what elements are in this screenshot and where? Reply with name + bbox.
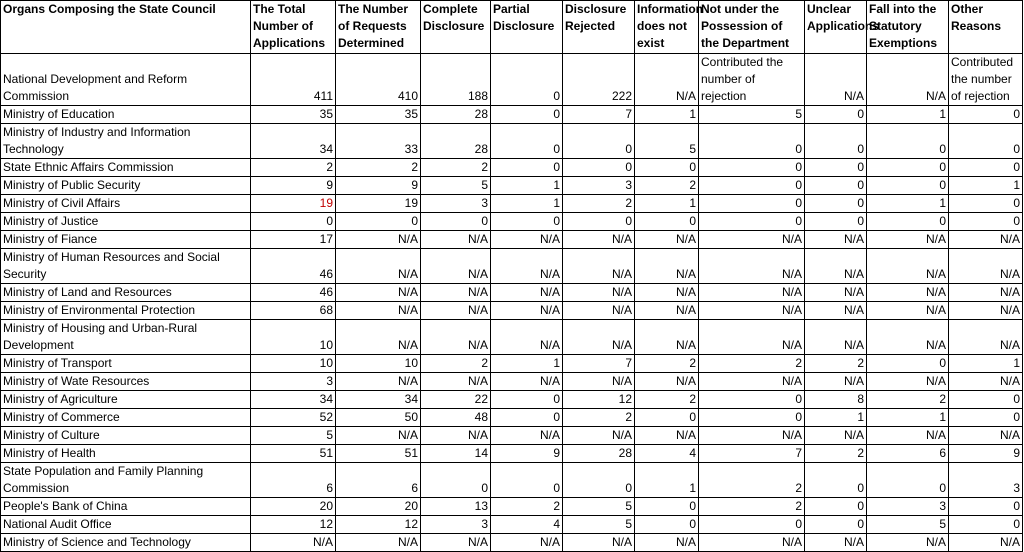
table-cell: N/A bbox=[805, 249, 867, 284]
table-cell: N/A bbox=[563, 284, 635, 302]
table-cell: 0 bbox=[635, 409, 699, 427]
table-cell: 222 bbox=[563, 54, 635, 106]
table-cell: 35 bbox=[336, 106, 421, 124]
table-cell: 3 bbox=[867, 498, 949, 516]
table-cell: 0 bbox=[563, 463, 635, 498]
table-cell: 0 bbox=[635, 516, 699, 534]
table-cell: N/A bbox=[635, 231, 699, 249]
table-cell: 0 bbox=[699, 391, 805, 409]
table-row bbox=[1, 284, 1023, 302]
table-cell: 9 bbox=[491, 445, 563, 463]
table-row bbox=[1, 54, 1023, 106]
table-cell: 3 bbox=[563, 177, 635, 195]
table-cell: 0 bbox=[491, 159, 563, 177]
table-cell: N/A bbox=[491, 373, 563, 391]
organ-name-cell: Ministry of Fiance bbox=[1, 231, 251, 249]
table-cell: N/A bbox=[867, 284, 949, 302]
header-total-applications: The Total Number of Applications bbox=[251, 1, 336, 54]
table-cell: 8 bbox=[805, 391, 867, 409]
table-cell: 2 bbox=[635, 355, 699, 373]
table-row bbox=[1, 159, 1023, 177]
table-cell: 3 bbox=[421, 195, 491, 213]
table-cell: 0 bbox=[699, 124, 805, 159]
table-cell: N/A bbox=[949, 427, 1023, 445]
organ-name-cell: Ministry of Industry and Information Technology bbox=[1, 124, 251, 159]
table-cell: N/A bbox=[421, 302, 491, 320]
table-cell: 7 bbox=[563, 106, 635, 124]
table-cell: 5 bbox=[563, 516, 635, 534]
table-cell: N/A bbox=[491, 249, 563, 284]
header-organ: Organs Composing the State Council bbox=[1, 1, 251, 54]
table-cell: N/A bbox=[635, 54, 699, 106]
table-cell: 0 bbox=[491, 213, 563, 231]
table-cell: N/A bbox=[867, 302, 949, 320]
table-cell: 2 bbox=[635, 391, 699, 409]
table-cell: 3 bbox=[251, 373, 336, 391]
table-cell: 0 bbox=[635, 213, 699, 231]
table-cell: 188 bbox=[421, 54, 491, 106]
table-cell: 0 bbox=[949, 106, 1023, 124]
table-cell: 1 bbox=[635, 195, 699, 213]
table-cell: N/A bbox=[805, 54, 867, 106]
header-not-under-possession: Not under the Possession of the Department bbox=[699, 1, 805, 54]
organ-name-cell: Ministry of Commerce bbox=[1, 409, 251, 427]
table-cell: 0 bbox=[251, 213, 336, 231]
table-cell: N/A bbox=[805, 427, 867, 445]
table-cell: 7 bbox=[563, 355, 635, 373]
table-cell: 0 bbox=[421, 213, 491, 231]
organ-name-cell: Ministry of Culture bbox=[1, 427, 251, 445]
table-cell: N/A bbox=[699, 534, 805, 552]
table-cell: 2 bbox=[805, 445, 867, 463]
table-cell: 0 bbox=[563, 159, 635, 177]
organ-name-cell: Ministry of Housing and Urban-Rural Development bbox=[1, 320, 251, 355]
table-cell: N/A bbox=[336, 427, 421, 445]
table-cell: 0 bbox=[805, 159, 867, 177]
table-cell: N/A bbox=[949, 320, 1023, 355]
header-complete-disclosure: Complete Disclosure bbox=[421, 1, 491, 54]
table-cell: 0 bbox=[336, 213, 421, 231]
table-cell: N/A bbox=[805, 534, 867, 552]
table-cell: 0 bbox=[867, 355, 949, 373]
table-row bbox=[1, 213, 1023, 231]
table-cell: N/A bbox=[421, 231, 491, 249]
table-row bbox=[1, 177, 1023, 195]
table-row bbox=[1, 249, 1023, 284]
table-cell: N/A bbox=[563, 427, 635, 445]
header-unclear-applications: Unclear Applications bbox=[805, 1, 867, 54]
table-cell: N/A bbox=[699, 373, 805, 391]
table-cell: N/A bbox=[805, 373, 867, 391]
table-cell: 19 bbox=[336, 195, 421, 213]
table-cell: 0 bbox=[805, 124, 867, 159]
table-cell: 0 bbox=[805, 213, 867, 231]
table-cell: N/A bbox=[336, 302, 421, 320]
table-cell: 28 bbox=[563, 445, 635, 463]
table-cell: 2 bbox=[491, 498, 563, 516]
table-cell: 20 bbox=[251, 498, 336, 516]
table-cell: 34 bbox=[336, 391, 421, 409]
table-cell: 0 bbox=[949, 516, 1023, 534]
table-cell: N/A bbox=[421, 284, 491, 302]
organ-name-cell: Ministry of Transport bbox=[1, 355, 251, 373]
table-cell: 28 bbox=[421, 124, 491, 159]
table-cell: 51 bbox=[251, 445, 336, 463]
table-cell: N/A bbox=[491, 534, 563, 552]
header-information-not-exist: Information does not exist bbox=[635, 1, 699, 54]
table-cell: 0 bbox=[949, 409, 1023, 427]
table-cell: N/A bbox=[949, 302, 1023, 320]
table-cell: 9 bbox=[336, 177, 421, 195]
table-cell: N/A bbox=[563, 534, 635, 552]
table-cell: Contributed the number of rejection bbox=[949, 54, 1023, 106]
table-cell: N/A bbox=[563, 249, 635, 284]
table-cell: 0 bbox=[491, 463, 563, 498]
table-cell: N/A bbox=[336, 249, 421, 284]
table-cell: 2 bbox=[421, 159, 491, 177]
table-cell: N/A bbox=[699, 284, 805, 302]
table-cell: 0 bbox=[867, 159, 949, 177]
organ-name-cell: Ministry of Land and Resources bbox=[1, 284, 251, 302]
table-cell: N/A bbox=[699, 249, 805, 284]
table-cell: 0 bbox=[699, 195, 805, 213]
table-cell: 2 bbox=[635, 177, 699, 195]
table-cell: 3 bbox=[949, 463, 1023, 498]
table-cell: 14 bbox=[421, 445, 491, 463]
table-cell: N/A bbox=[805, 302, 867, 320]
organ-name-cell: Ministry of Human Resources and Social Security bbox=[1, 249, 251, 284]
table-cell: N/A bbox=[421, 427, 491, 445]
table-cell: N/A bbox=[867, 427, 949, 445]
table-cell: 28 bbox=[421, 106, 491, 124]
organ-name-cell: State Population and Family Planning Commission bbox=[1, 463, 251, 498]
table-cell: N/A bbox=[635, 534, 699, 552]
table-cell: 1 bbox=[867, 195, 949, 213]
table-cell: 0 bbox=[867, 124, 949, 159]
table-cell: N/A bbox=[421, 249, 491, 284]
table-cell: 9 bbox=[251, 177, 336, 195]
table-cell: 2 bbox=[563, 409, 635, 427]
table-cell: 33 bbox=[336, 124, 421, 159]
table-cell: N/A bbox=[563, 302, 635, 320]
organ-name-cell: Ministry of Environmental Protection bbox=[1, 302, 251, 320]
table-row bbox=[1, 231, 1023, 249]
table-row bbox=[1, 355, 1023, 373]
table-cell: N/A bbox=[805, 284, 867, 302]
table-cell: 0 bbox=[491, 391, 563, 409]
table-cell: 6 bbox=[251, 463, 336, 498]
header-row bbox=[1, 1, 1023, 54]
table-cell: 0 bbox=[949, 124, 1023, 159]
table-row bbox=[1, 373, 1023, 391]
table-cell: N/A bbox=[867, 320, 949, 355]
table-row bbox=[1, 498, 1023, 516]
table-cell: N/A bbox=[699, 427, 805, 445]
table-cell: 1 bbox=[867, 106, 949, 124]
table-cell: 3 bbox=[421, 516, 491, 534]
table-cell: N/A bbox=[805, 231, 867, 249]
organ-name-cell: People's Bank of China bbox=[1, 498, 251, 516]
table-cell: 0 bbox=[491, 409, 563, 427]
table-cell: 0 bbox=[867, 463, 949, 498]
table-cell: 4 bbox=[635, 445, 699, 463]
table-cell: 17 bbox=[251, 231, 336, 249]
table-cell: 0 bbox=[699, 409, 805, 427]
table-row bbox=[1, 302, 1023, 320]
organ-name-cell: Ministry of Agriculture bbox=[1, 391, 251, 409]
table-row bbox=[1, 106, 1023, 124]
organ-name-cell: Ministry of Civil Affairs bbox=[1, 195, 251, 213]
table-cell: 0 bbox=[805, 106, 867, 124]
table-cell: 12 bbox=[563, 391, 635, 409]
table-cell: 0 bbox=[699, 177, 805, 195]
table-row bbox=[1, 427, 1023, 445]
table-cell: 48 bbox=[421, 409, 491, 427]
table-cell: 20 bbox=[336, 498, 421, 516]
table-cell: 50 bbox=[336, 409, 421, 427]
table-cell: 1 bbox=[491, 355, 563, 373]
table-cell: 34 bbox=[251, 124, 336, 159]
table-cell: 411 bbox=[251, 54, 336, 106]
table-cell: 0 bbox=[491, 106, 563, 124]
table-cell: 51 bbox=[336, 445, 421, 463]
table-cell: 0 bbox=[563, 124, 635, 159]
organ-name-cell: Ministry of Health bbox=[1, 445, 251, 463]
table-row bbox=[1, 320, 1023, 355]
table-cell: 10 bbox=[251, 320, 336, 355]
table-cell: 0 bbox=[635, 498, 699, 516]
table-cell: 5 bbox=[421, 177, 491, 195]
organ-name-cell: Ministry of Justice bbox=[1, 213, 251, 231]
table-cell: 0 bbox=[949, 159, 1023, 177]
table-cell: 2 bbox=[336, 159, 421, 177]
organ-name-cell: State Ethnic Affairs Commission bbox=[1, 159, 251, 177]
table-cell: 34 bbox=[251, 391, 336, 409]
table-cell: 6 bbox=[867, 445, 949, 463]
table-cell: 0 bbox=[949, 498, 1023, 516]
table-row bbox=[1, 391, 1023, 409]
table-row bbox=[1, 124, 1023, 159]
table-cell: N/A bbox=[336, 534, 421, 552]
table-cell: 0 bbox=[867, 213, 949, 231]
table-cell: N/A bbox=[635, 427, 699, 445]
table-cell: 2 bbox=[699, 463, 805, 498]
table-cell: 46 bbox=[251, 249, 336, 284]
table-cell: N/A bbox=[867, 373, 949, 391]
table-cell: N/A bbox=[336, 320, 421, 355]
table-cell: 46 bbox=[251, 284, 336, 302]
table-cell: 0 bbox=[949, 195, 1023, 213]
table-row bbox=[1, 409, 1023, 427]
table-cell: N/A bbox=[336, 373, 421, 391]
table-cell: 2 bbox=[867, 391, 949, 409]
table-cell: N/A bbox=[867, 231, 949, 249]
organ-name-cell: National Audit Office bbox=[1, 516, 251, 534]
table-cell: 0 bbox=[805, 498, 867, 516]
table-cell: 0 bbox=[805, 516, 867, 534]
table-cell: 1 bbox=[491, 195, 563, 213]
header-other-reasons: Other Reasons bbox=[949, 1, 1023, 54]
table-cell: 5 bbox=[635, 124, 699, 159]
table-cell: N/A bbox=[635, 302, 699, 320]
table-cell: N/A bbox=[563, 320, 635, 355]
table-cell: 68 bbox=[251, 302, 336, 320]
table-cell: N/A bbox=[635, 284, 699, 302]
table-cell: 1 bbox=[949, 355, 1023, 373]
table-cell: 1 bbox=[805, 409, 867, 427]
table-cell: 0 bbox=[805, 177, 867, 195]
table-cell: 35 bbox=[251, 106, 336, 124]
table-cell: N/A bbox=[635, 249, 699, 284]
table-cell: 0 bbox=[421, 463, 491, 498]
table-cell: 0 bbox=[635, 159, 699, 177]
table-cell: N/A bbox=[949, 231, 1023, 249]
table-cell: 4 bbox=[491, 516, 563, 534]
table-row bbox=[1, 463, 1023, 498]
table-cell: N/A bbox=[491, 302, 563, 320]
table-cell: 12 bbox=[251, 516, 336, 534]
table-cell: 19 bbox=[251, 195, 336, 213]
table-cell: N/A bbox=[421, 373, 491, 391]
header-requests-determined: The Number of Requests Determined bbox=[336, 1, 421, 54]
table-cell: N/A bbox=[491, 427, 563, 445]
table-cell: 410 bbox=[336, 54, 421, 106]
organ-name-cell: Ministry of Education bbox=[1, 106, 251, 124]
table-cell: N/A bbox=[336, 284, 421, 302]
table-cell: 13 bbox=[421, 498, 491, 516]
organ-name-cell: Ministry of Wate Resources bbox=[1, 373, 251, 391]
table-cell: N/A bbox=[949, 534, 1023, 552]
table-cell: 1 bbox=[867, 409, 949, 427]
table-cell: 52 bbox=[251, 409, 336, 427]
table-cell: N/A bbox=[563, 231, 635, 249]
table-cell: 9 bbox=[949, 445, 1023, 463]
table-cell: N/A bbox=[867, 54, 949, 106]
header-statutory-exemptions: Fall into the Statutory Exemptions bbox=[867, 1, 949, 54]
organ-name-cell: National Development and Reform Commission bbox=[1, 54, 251, 106]
table-cell: N/A bbox=[563, 373, 635, 391]
table-cell: 0 bbox=[949, 391, 1023, 409]
table-row bbox=[1, 516, 1023, 534]
table-cell: 2 bbox=[699, 498, 805, 516]
table-cell: N/A bbox=[949, 373, 1023, 391]
table-row bbox=[1, 195, 1023, 213]
table-cell: N/A bbox=[421, 320, 491, 355]
table-cell: 10 bbox=[336, 355, 421, 373]
table-cell: N/A bbox=[699, 302, 805, 320]
table-cell: 0 bbox=[491, 54, 563, 106]
table-cell: 0 bbox=[699, 516, 805, 534]
organ-name-cell: Ministry of Public Security bbox=[1, 177, 251, 195]
table-cell: 5 bbox=[251, 427, 336, 445]
table-cell: 2 bbox=[805, 355, 867, 373]
table-cell: 2 bbox=[421, 355, 491, 373]
table-cell: 2 bbox=[251, 159, 336, 177]
table-cell: 5 bbox=[699, 106, 805, 124]
table-cell: 0 bbox=[949, 213, 1023, 231]
table-cell: 0 bbox=[805, 195, 867, 213]
table-cell: 6 bbox=[336, 463, 421, 498]
table-cell: 0 bbox=[699, 213, 805, 231]
table-cell: 1 bbox=[635, 463, 699, 498]
table-cell: N/A bbox=[805, 320, 867, 355]
table-cell: 10 bbox=[251, 355, 336, 373]
table-cell: N/A bbox=[491, 320, 563, 355]
table-cell: N/A bbox=[699, 231, 805, 249]
table-cell: 0 bbox=[805, 463, 867, 498]
table-cell: 0 bbox=[563, 213, 635, 231]
table-cell: N/A bbox=[336, 231, 421, 249]
table-cell: N/A bbox=[867, 534, 949, 552]
table-cell: 12 bbox=[336, 516, 421, 534]
table-row bbox=[1, 534, 1023, 552]
table-cell: N/A bbox=[251, 534, 336, 552]
table-cell: N/A bbox=[421, 534, 491, 552]
table-cell: N/A bbox=[635, 373, 699, 391]
table-cell: 2 bbox=[563, 195, 635, 213]
table-cell: 1 bbox=[635, 106, 699, 124]
table-cell: 22 bbox=[421, 391, 491, 409]
header-disclosure-rejected: Disclosure Rejected bbox=[563, 1, 635, 54]
header-partial-disclosure: Partial Disclosure bbox=[491, 1, 563, 54]
table-cell: N/A bbox=[867, 249, 949, 284]
table-cell: N/A bbox=[635, 320, 699, 355]
table-cell: 0 bbox=[491, 124, 563, 159]
table-cell: N/A bbox=[949, 249, 1023, 284]
table-cell: N/A bbox=[491, 231, 563, 249]
table-cell: 2 bbox=[699, 355, 805, 373]
organ-name-cell: Ministry of Science and Technology bbox=[1, 534, 251, 552]
table-cell: N/A bbox=[949, 284, 1023, 302]
table-cell: N/A bbox=[699, 320, 805, 355]
table-cell: 0 bbox=[867, 177, 949, 195]
table-row bbox=[1, 445, 1023, 463]
table-cell: Contributed the number of rejection bbox=[699, 54, 805, 106]
table-cell: 5 bbox=[563, 498, 635, 516]
table-cell: 7 bbox=[699, 445, 805, 463]
table-cell: 1 bbox=[491, 177, 563, 195]
table-cell: 0 bbox=[699, 159, 805, 177]
table-cell: 5 bbox=[867, 516, 949, 534]
table-cell: N/A bbox=[491, 284, 563, 302]
table-cell: 1 bbox=[949, 177, 1023, 195]
